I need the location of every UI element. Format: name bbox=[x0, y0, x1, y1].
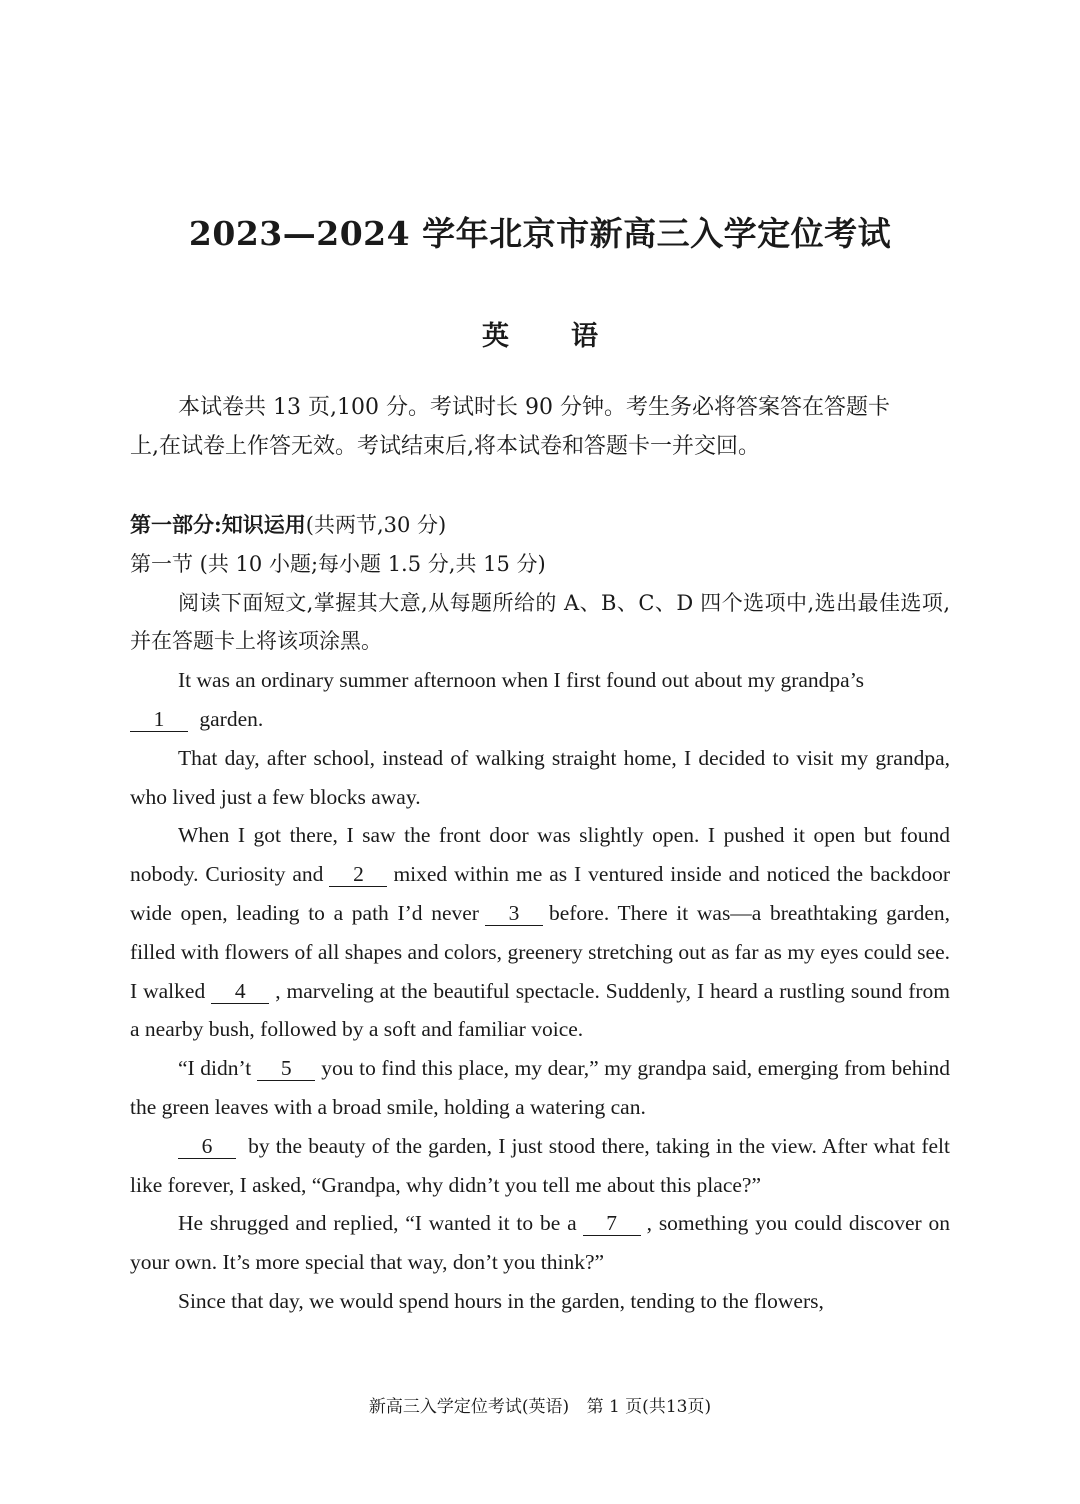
cloze-passage bbox=[130, 661, 950, 1321]
blank-5: 5 bbox=[257, 1056, 315, 1081]
paragraph-2: That day, after school, instead of walking straight home, I decided to visit my grandpa, who lived just a few blocks away. bbox=[130, 745, 950, 809]
paragraph-3 bbox=[130, 816, 950, 1049]
subject-heading: 英语 bbox=[482, 321, 660, 352]
page-footer bbox=[0, 1392, 1080, 1417]
paragraph-5-text: by the beauty of the garden, I just stood there, taking in the view. After what felt like forever, I asked, “Grandpa, why didn’t you tell me about this place?” bbox=[130, 1133, 950, 1197]
part-one bbox=[130, 506, 950, 1321]
paragraph-4-part-b: you to find this place, my dear,” my grandpa said, emerging from behind the green leaves with a broad smile, holding a watering can. bbox=[130, 1056, 951, 1119]
paragraph-1b bbox=[130, 700, 950, 739]
paragraph-3-part-b: mixed within me as I ventured inside and noticed the backdoor wide open, leading to a path I’d never bbox=[130, 862, 950, 925]
paragraph-6 bbox=[130, 1204, 950, 1282]
directions: 阅读下面短文,掌握其大意,从每题所给的 A、B、C、D 四个选项中,选出最佳选项,并在答题卡上将该项涂黑。 bbox=[130, 590, 950, 654]
section-heading: 第一节 (共 10 小题;每小题 1.5 分,共 15 分) bbox=[130, 551, 546, 576]
paragraph-1a: It was an ordinary summer afternoon when I first found out about my grandpa’s bbox=[178, 668, 865, 693]
part-heading bbox=[130, 506, 950, 545]
paragraph-4 bbox=[130, 1049, 950, 1127]
part-heading-title: 第一部分:知识运用 bbox=[130, 512, 306, 537]
paragraph-6-part-a: He shrugged and replied, “I wanted it to be a bbox=[178, 1211, 577, 1236]
paragraph-3-part-c: before. There it was—a breathtaking garden, filled with flowers of all shapes and colors, greenery stretching out as far as my eyes could see. I walked bbox=[130, 900, 950, 1003]
paragraph-4-part-a: “I didn’t bbox=[178, 1056, 252, 1081]
paragraph-1b-text: garden. bbox=[199, 706, 264, 731]
blank-3: 3 bbox=[485, 901, 543, 926]
footer-page-number: 第 1 页(共13页) bbox=[586, 1397, 712, 1417]
paragraph-3-part-a: When I got there, I saw the front door was slightly open. I pushed it open but found nobody. Curiosity and bbox=[130, 823, 950, 887]
paragraph-6-part-b: , something you could discover on your own. It’s more special that way, don’t you think?” bbox=[130, 1211, 950, 1275]
blank-7: 7 bbox=[583, 1211, 641, 1236]
blank-4: 4 bbox=[211, 979, 269, 1004]
instructions bbox=[130, 388, 950, 466]
instruction-line-2: 上,在试卷上作答无效。考试结束后,将本试卷和答题卡一并交回。 bbox=[130, 434, 760, 459]
instruction-line-1: 本试卷共 13 页,100 分。考试时长 90 分钟。考生务必将答案答在答题卡 bbox=[178, 395, 890, 420]
paragraph-3-part-d: , marveling at the beautiful spectacle. Suddenly, I heard a rustling sound from a nearby bush, followed by a soft and familiar voice. bbox=[130, 978, 950, 1042]
paragraph-7: Since that day, we would spend hours in the garden, tending to the flowers, bbox=[178, 1288, 824, 1313]
paragraph-5 bbox=[130, 1127, 950, 1205]
blank-6: 6 bbox=[178, 1134, 236, 1159]
footer-exam-name: 新高三入学定位考试(英语) bbox=[368, 1397, 570, 1417]
blank-2: 2 bbox=[329, 862, 387, 887]
part-heading-note: (共两节,30 分) bbox=[305, 513, 447, 537]
page-title: 2023—2024 学年北京市新高三入学定位考试 bbox=[188, 214, 892, 253]
blank-1: 1 bbox=[130, 707, 188, 732]
